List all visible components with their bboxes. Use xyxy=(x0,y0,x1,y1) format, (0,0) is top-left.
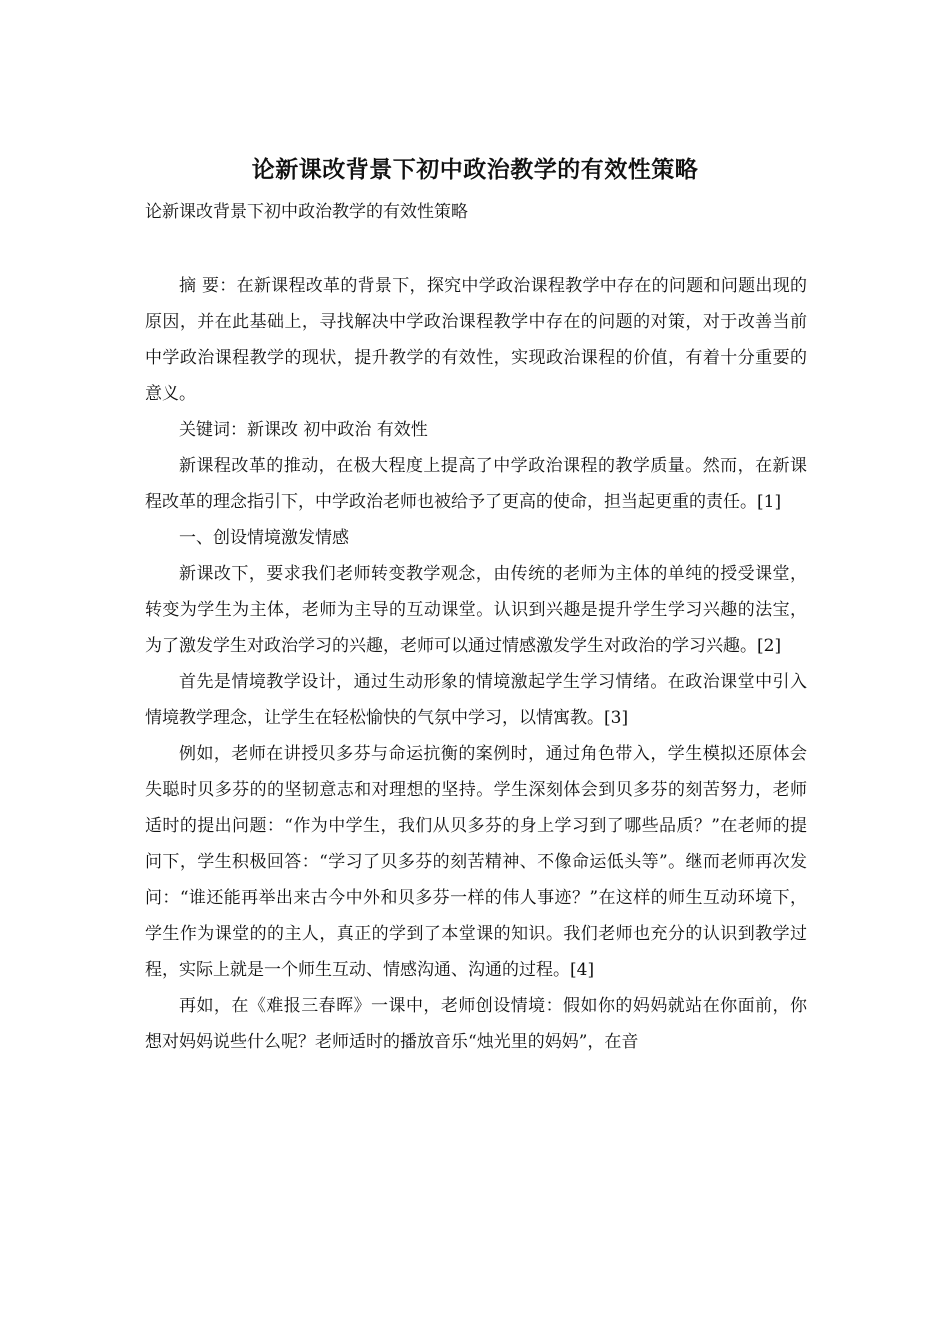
body-paragraph: 首先是情境教学设计，通过生动形象的情境激起学生学习情绪。在政治课堂中引入情境教学理念，让学生在轻松愉快的气氛中学习，以情寓教。[3] xyxy=(145,672,807,728)
document-subtitle: 论新课改背景下初中政治教学的有效性策略 xyxy=(145,202,468,222)
abstract-paragraph: 摘 要：在新课程改革的背景下，探究中学政治课程教学中存在的问题和问题出现的原因，并在此基础上，寻找解决中学政治课程教学中存在的问题的对策，对于改善当前中学政治课程教学的现状，提升教学的有效性，实现政治课程的价值，有着十分重要的意义。 xyxy=(145,276,807,404)
document-title: 论新课改背景下初中政治教学的有效性策略 xyxy=(251,156,699,183)
document-body xyxy=(145,268,807,1060)
body-paragraph: 新课改下，要求我们老师转变教学观念，由传统的老师为主体的单纯的授受课堂，转变为学生为主体，老师为主导的互动课堂。认识到兴趣是提升学生学习兴趣的法宝，为了激发学生对政治学习的兴趣，老师可以通过情感激发学生对政治的学习兴趣。[2] xyxy=(145,564,807,656)
intro-paragraph: 新课程改革的推动，在极大程度上提高了中学政治课程的教学质量。然而，在新课程改革的理念指引下，中学政治老师也被给予了更高的使命，担当起更重的责任。[1] xyxy=(145,456,807,512)
body-paragraph: 再如，在《难报三春晖》一课中，老师创设情境：假如你的妈妈就站在你面前，你想对妈妈说些什么呢？老师适时的播放音乐“烛光里的妈妈”，在音 xyxy=(145,996,807,1052)
section-heading: 一、创设情境激发情感 xyxy=(179,528,349,548)
body-paragraph: 例如，老师在讲授贝多芬与命运抗衡的案例时，通过角色带入，学生模拟还原体会失聪时贝多芬的的坚韧意志和对理想的坚持。学生深刻体会到贝多芬的刻苦努力，老师适时的提出问题：“作为中学生，我们从贝多芬的身上学习到了哪些品质？”在老师的提问下，学生积极回答：“学习了贝多芬的刻苦精神、不像命运低头等”。继而老师再次发问：“谁还能再举出来古今中外和贝多芬一样的伟人事迹？”在这样的师生互动环境下，学生作为课堂的的主人，真正的学到了本堂课的知识。我们老师也充分的认识到教学过程，实际上就是一个师生互动、情感沟通、沟通的过程。[4] xyxy=(145,744,807,980)
keywords-paragraph: 关键词：新课改 初中政治 有效性 xyxy=(179,420,428,440)
